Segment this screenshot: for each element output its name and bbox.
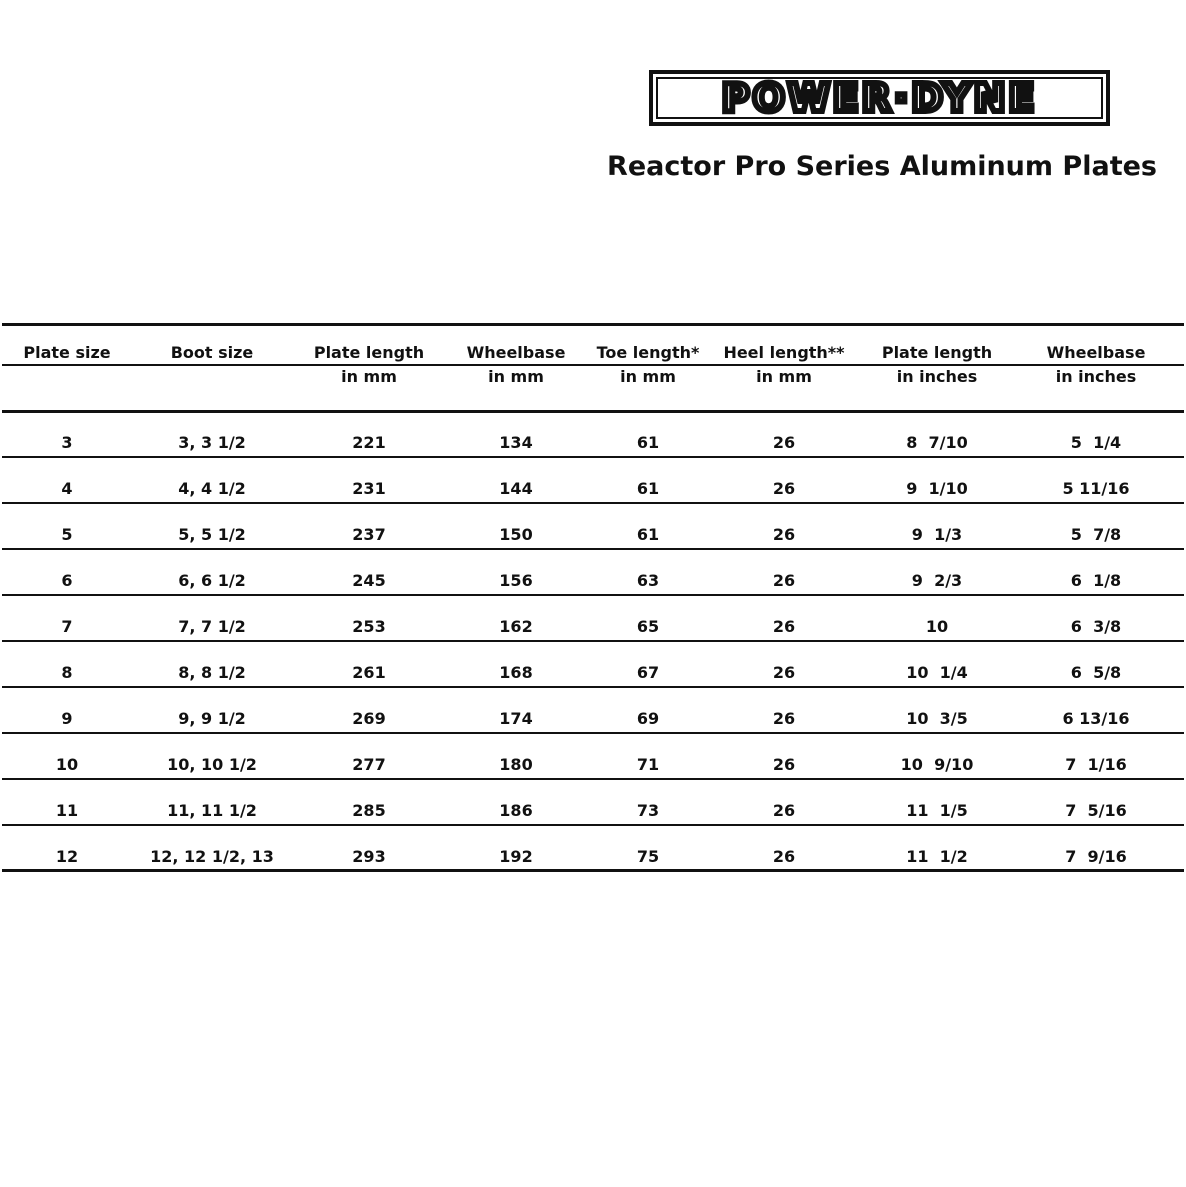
table-cell: 285 [352,801,386,820]
table-cell: 26 [772,755,796,774]
table-cell: 277 [352,755,386,774]
table-rule [2,502,1184,504]
column-header: Wheelbase [1046,343,1146,362]
table-cell: 7 5/16 [1065,801,1127,820]
table-cell: 6 [61,571,73,590]
table-cell: 67 [636,663,660,682]
table-cell: 9 1/10 [906,479,968,498]
table-rule [2,410,1184,413]
table-cell: 8 [61,663,73,682]
table-cell: 4 [61,479,73,498]
table-cell: 10 [55,755,79,774]
table-cell: 9 2/3 [911,571,963,590]
column-header: Heel length** [723,343,845,362]
table-cell: 156 [499,571,533,590]
table-cell: 61 [636,433,660,452]
table-cell: 26 [772,479,796,498]
table-cell: 12 [55,847,79,866]
table-cell: 5 7/8 [1070,525,1122,544]
table-cell: 6 1/8 [1070,571,1122,590]
table-cell: 26 [772,847,796,866]
table-cell: 7 9/16 [1065,847,1127,866]
table-cell: 6 3/8 [1070,617,1122,636]
column-header: Boot size [170,343,254,362]
table-cell: 7 1/16 [1065,755,1127,774]
table-cell: 26 [772,433,796,452]
column-header: Plate size [23,343,111,362]
page-title: Reactor Pro Series Aluminum Plates [607,151,1157,182]
powerdyne-logo [649,70,1110,126]
column-header: Wheelbase [466,343,566,362]
column-header: Plate length [881,343,993,362]
table-cell: 269 [352,709,386,728]
table-cell: 9 [61,709,73,728]
table-cell: 26 [772,617,796,636]
table-cell: 11, 11 1/2 [167,801,257,820]
table-cell: 65 [636,617,660,636]
table-cell: 10 3/5 [906,709,968,728]
table-cell: 144 [499,479,533,498]
table-cell: 26 [772,571,796,590]
table-cell: 5, 5 1/2 [178,525,246,544]
table-cell: 71 [636,755,660,774]
table-cell: 7, 7 1/2 [178,617,246,636]
table-cell: 5 [61,525,73,544]
table-cell: 73 [636,801,660,820]
table-cell: 63 [636,571,660,590]
column-unit: in mm [620,367,676,386]
table-cell: 10 9/10 [900,755,974,774]
table-cell: 26 [772,709,796,728]
column-unit: in mm [756,367,812,386]
table-cell: 12, 12 1/2, 13 [150,847,274,866]
table-cell: 61 [636,479,660,498]
table-cell: 61 [636,525,660,544]
table-cell: 221 [352,433,386,452]
table-rule [2,640,1184,642]
table-cell: 11 1/2 [906,847,968,866]
table-cell: 261 [352,663,386,682]
table-cell: 9, 9 1/2 [178,709,246,728]
table-cell: 192 [499,847,533,866]
table-cell: 4, 4 1/2 [178,479,246,498]
table-cell: 3, 3 1/2 [178,433,246,452]
table-cell: 5 1/4 [1070,433,1122,452]
table-cell: 186 [499,801,533,820]
column-unit: in mm [341,367,397,386]
logo-inner-frame [656,77,1103,119]
table-cell: 5 11/16 [1062,479,1130,498]
table-cell: 10 [925,617,949,636]
table-cell: 6 13/16 [1062,709,1130,728]
table-cell: 11 [55,801,79,820]
table-cell: 237 [352,525,386,544]
table-cell: 245 [352,571,386,590]
table-cell: 174 [499,709,533,728]
column-header: Plate length [313,343,425,362]
table-cell: 26 [772,663,796,682]
table-rule [2,364,1184,366]
table-rule [2,869,1184,872]
table-cell: 69 [636,709,660,728]
table-cell: 231 [352,479,386,498]
table-rule [2,732,1184,734]
table-rule [2,778,1184,780]
column-unit: in inches [896,367,978,386]
column-header: Toe length* [596,343,700,362]
table-cell: 11 1/5 [906,801,968,820]
table-cell: 6 5/8 [1070,663,1122,682]
table-cell: 253 [352,617,386,636]
table-cell: 134 [499,433,533,452]
table-cell: 168 [499,663,533,682]
table-cell: 26 [772,801,796,820]
table-cell: 75 [636,847,660,866]
table-cell: 6, 6 1/2 [178,571,246,590]
table-cell: 10 1/4 [906,663,968,682]
table-rule [2,594,1184,596]
table-cell: 3 [61,433,73,452]
table-cell: 7 [61,617,73,636]
table-rule [2,686,1184,688]
column-unit: in mm [488,367,544,386]
logo-wordmark: POWER·DYNE [721,76,1038,120]
table-rule [2,824,1184,826]
table-cell: 8 7/10 [906,433,968,452]
table-rule [2,456,1184,458]
table-cell: 162 [499,617,533,636]
table-rule [2,323,1184,326]
table-cell: 150 [499,525,533,544]
table-cell: 8, 8 1/2 [178,663,246,682]
table-rule [2,548,1184,550]
table-cell: 26 [772,525,796,544]
table-cell: 9 1/3 [911,525,963,544]
table-cell: 10, 10 1/2 [167,755,257,774]
table-cell: 293 [352,847,386,866]
column-unit: in inches [1055,367,1137,386]
table-cell: 180 [499,755,533,774]
